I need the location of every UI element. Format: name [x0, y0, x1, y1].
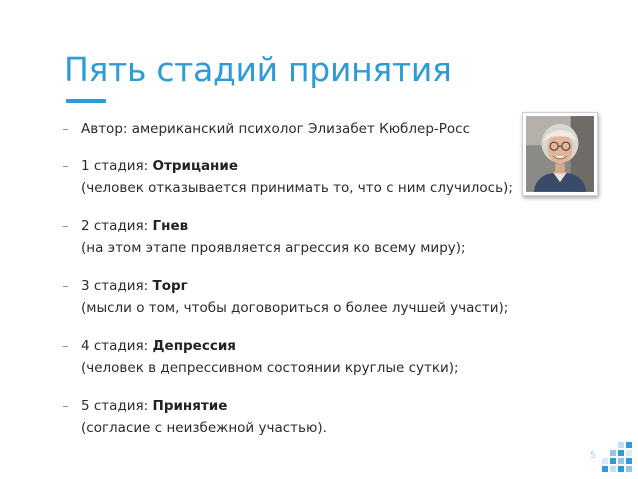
slide-title: Пять стадий принятия [64, 50, 452, 89]
bullet-stage-5 [62, 395, 327, 439]
dash-icon: – [62, 278, 69, 294]
stage-description: (мысли о том, чтобы договориться о более лучшей участи); [81, 300, 509, 316]
bullet-stage-2 [62, 215, 466, 259]
bullet-author [62, 118, 470, 140]
title-underline [66, 99, 106, 103]
stage-name: Торг [152, 278, 188, 294]
dash-icon: – [62, 121, 69, 137]
stage-name: Принятие [152, 398, 228, 414]
dash-icon: – [62, 398, 69, 414]
dash-icon: – [62, 338, 69, 354]
stage-label: 3 стадия: [81, 278, 153, 294]
stage-description: (человек в депрессивном состоянии круглые сутки); [81, 360, 459, 376]
dash-icon: – [62, 158, 69, 174]
stage-label: 5 стадия: [81, 398, 153, 414]
portrait-photo [522, 112, 598, 196]
pixel-mosaic-icon [600, 440, 634, 476]
dash-icon: – [62, 218, 69, 234]
stage-name: Депрессия [152, 338, 236, 354]
stage-label: 4 стадия: [81, 338, 153, 354]
stage-name: Гнев [152, 218, 189, 234]
stage-label: 1 стадия: [81, 158, 153, 174]
portrait-illustration [526, 116, 594, 192]
stage-description: (человек отказывается принимать то, что с ним случилось); [81, 180, 513, 196]
bullet-stage-3 [62, 275, 508, 319]
page-number: 5 [590, 451, 596, 461]
stage-label: 2 стадия: [81, 218, 153, 234]
bullet-stage-4 [62, 335, 459, 379]
stage-description: (согласие с неизбежной участью). [81, 420, 327, 436]
bullet-text: Автор: американский психолог Элизабет Кюблер-Росс [81, 121, 471, 137]
stage-description: (на этом этапе проявляется агрессия ко всему миру); [81, 240, 466, 256]
stage-name: Отрицание [152, 158, 238, 174]
bullet-stage-1 [62, 155, 513, 199]
